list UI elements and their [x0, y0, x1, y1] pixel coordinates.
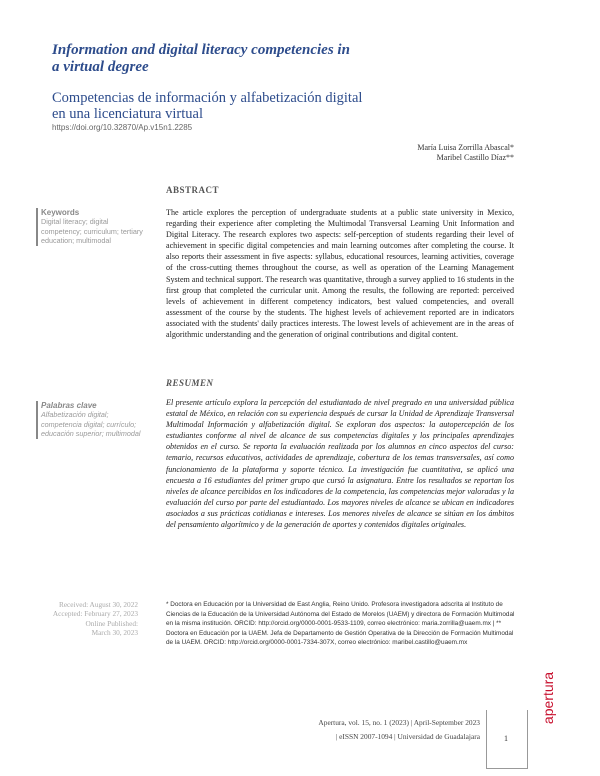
- page-number: 1: [504, 734, 508, 743]
- date-online-label: Online Published:: [85, 618, 138, 628]
- date-received: Received: August 30, 2022: [58, 600, 138, 609]
- resumen-heading: RESUMEN: [166, 378, 214, 388]
- publication-dates: [30, 600, 138, 637]
- author-1: María Luisa Zorrilla Abascal*: [417, 143, 514, 152]
- keywords-title: Keywords: [41, 208, 80, 217]
- author-footnote: * Doctora en Educación por la Universidad de East Anglia, Reino Unido. Profesora investigadora adscrita al Instituto de Ciencias de la Educación de la Universidad Autónoma del Estado de Morelos (UAEM) y directora de Formación Multimodal en la misma institución. ORCID: http://orcid.org/0000-0001-9533-1109, correo electrónico: maria.zorrilla@uaem.mx | ** Doctora en Educación por la UAEM. Jefa de Departamento de Gestión Operativa de la Dirección de Formación Multimodal de la UAEM. ORCID: http://orcid.org/0000-0001-7334-307X, correo electrónico: maribel.castillo@uaem.mx: [166, 601, 515, 647]
- resumen-text: El presente artículo explora la percepción del estudiantado de nivel pregrado en una universidad pública estatal de México, en relación con su experiencia después de cursar la Unidad de Aprendizaje Transversal Multimodal Información y alfabetización digital. Se exploran dos aspectos: la autopercepción de los estudiantes conforme al nivel de alcance de sus competencias digitales y los principales aprendizajes obtenidos en el curso. Se reporta la evaluación realizada por los alumnos en cinco aspectos del curso: temario, recursos educativos, actividades de aprendizaje, cobertura de los temas transversales, así como funcionamiento de la plataforma y soporte técnico. La investigación fue cuantitativa, se aplicó una encuesta a 16 estudiantes del primer grupo que cursó la asignatura. Entre los resultados se reportan los niveles de alcance percibidos en los indicadores de la competencia, las competencias mejor valoradas y la evaluación del curso por parte del estudiantado. Los mayores niveles de alcance se ubican en indicadores asociados a sus prácticas cotidianas e intereses. Los menores niveles de alcance se sitúan en los ámbitos del pensamiento algorítmico y de la generación de aportes y contenidos digitales originales.: [166, 398, 514, 530]
- paper-title-spanish: Competencias de información y alfabetización digital en una licenciatura virtual: [52, 90, 363, 122]
- keywords-spanish: [36, 401, 149, 439]
- footer-issn: | eISSN 2007-1094 | Universidad de Guadalajara: [335, 732, 480, 741]
- keywords-english: [36, 208, 149, 246]
- date-accepted: Accepted: February 27, 2023: [52, 609, 138, 619]
- keywords-list: Digital literacy; digital competency; curriculum; tertiary education; multimodal: [41, 217, 143, 246]
- palabras-clave-list: Alfabetización digital; competencia digital; currículo; educación superior; multimodal: [41, 410, 141, 439]
- apertura-logo: [538, 668, 558, 728]
- abstract-text: The article explores the perception of undergraduate students at a public state university in Mexico, regarding their experience after completing the Multimodal Transversal Learning Unit Information and Digital Literacy. The research explores two aspects: self-perception of students regarding their level of achievement in specific digital competencies and main learning outcomes after completing the course. It also reports their assessment in five aspects: syllabus, educational resources, learning activities, coverage of the cross-cutting themes throughout the course, as well as operation of the Learning Management System and technical support. The research was quantitative, through a survey applied to 16 students in the first group that completed the curricular unit. Among the results, the following are reported: perceived levels of achievement in different competency indicators, best valued competencies, and overall assessment of the course by the students. The highest levels of achievement reported are in indicators associated with the students' daily practices interests. The lowest levels of achievement are in the areas of algorithmic understanding and the generation of original contributions and digital content.: [166, 208, 514, 340]
- doi-link[interactable]: https://doi.org/10.32870/Ap.v15n1.2285: [52, 123, 193, 132]
- apertura-logo-text: apertura: [540, 671, 556, 725]
- date-online: March 30, 2023: [91, 627, 138, 637]
- palabras-clave-title: Palabras clave: [41, 401, 97, 410]
- paper-title-english: Information and digital literacy competencies in a virtual degree: [52, 42, 350, 75]
- author-2: Maribel Castillo Díaz**: [436, 153, 514, 162]
- footer-journal-info: Apertura, vol. 15, no. 1 (2023) | April-September 2023: [318, 718, 480, 727]
- abstract-heading: ABSTRACT: [166, 185, 220, 195]
